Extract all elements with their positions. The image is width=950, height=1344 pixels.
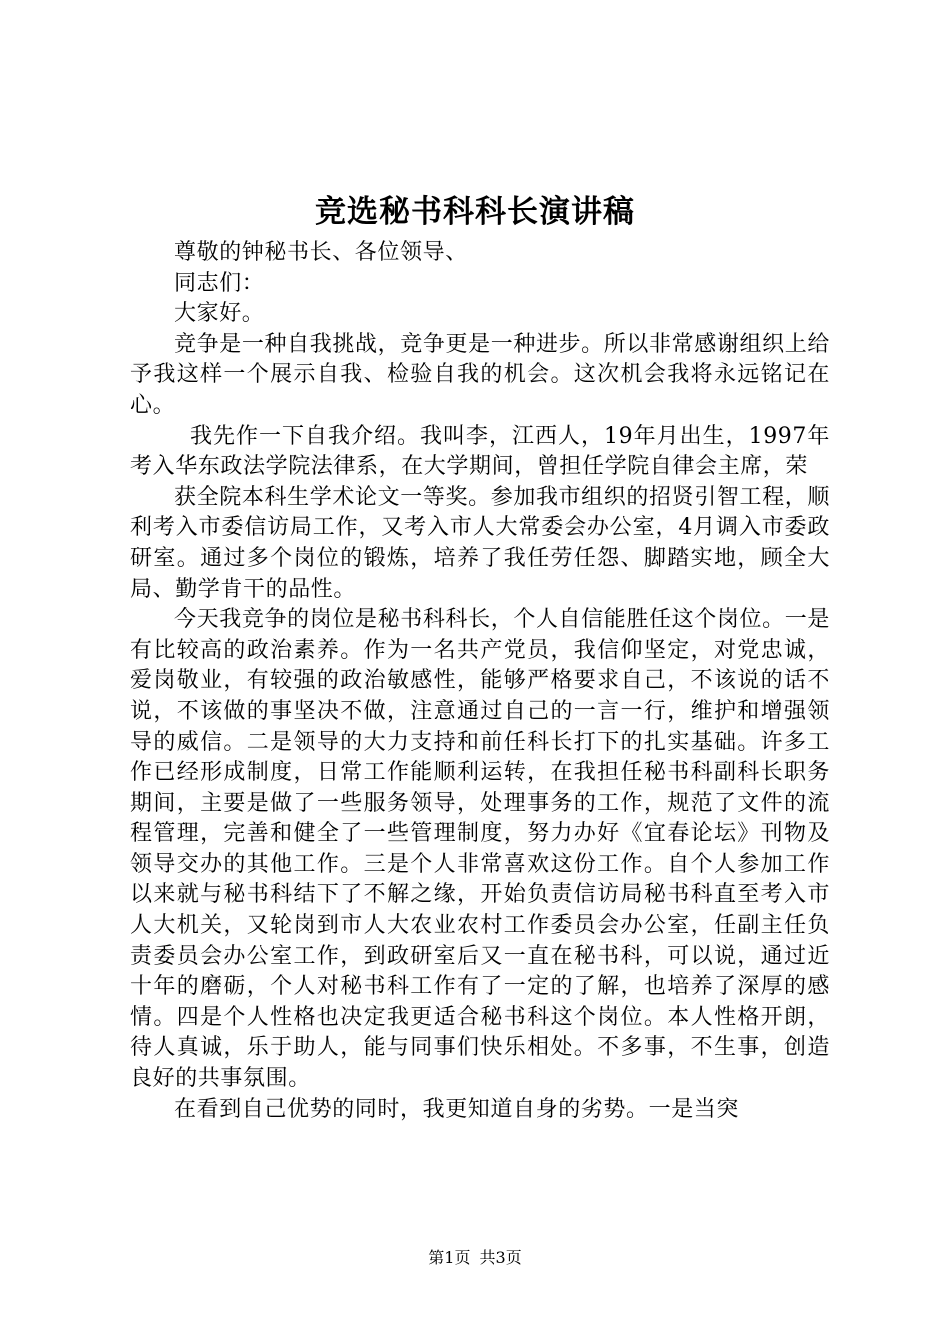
body-paragraph: 在看到自己优势的同时，我更知道自身的劣势。一是当突 [174, 1096, 740, 1122]
body-paragraph: 今天我竞争的岗位是秘书科科长，个人自信能胜任这个岗位。一是有比较高的政治素养。作为一名共产党员，我信仰坚定，对党忠诚，爱岗敬业，有较强的政治敏感性，能够严格要求自己，不该说的话不说，不该做的事坚决不做，注意通过自己的一言一行，维护和增强领导的威信。二是领导的大力支持和前任科长打下的扎实基础。许多工作已经形成制度，日常工作能顺利运转，在我担任秘书科副科长职务期间，主要是做了一些服务领导，处理事务的工作，规范了文件的流程管理，完善和健全了一些管理制度，努力办好《宜春论坛》刊物及领导交办的其他工作。三是个人非常喜欢这份工作。自个人参加工作以来就与秘书科结下了不解之缘，开始负责信访局秘书科直至考入市人大机关，又轮岗到市人大农业农村工作委员会办公室，任副主任负责委员会办公室工作，到政研室后又一直在秘书科，可以说，通过近十年的磨砺，个人对秘书科工作有了一定的了解，也培养了深厚的感情。四是个人性格也决定我更适合秘书科这个岗位。本人性格开朗，待人真诚，乐于助人，能与同事们快乐相处。不多事，不生事，创造良好的共事氛围。 [130, 607, 830, 1092]
page-footer [0, 1245, 950, 1268]
body-paragraph: 获全院本科生学术论文一等奖。参加我市组织的招贤引智工程，顺利考入市委信访局工作，又考入市人大常委会办公室，4月调入市委政研室。通过多个岗位的锻炼，培养了我任劳任怨、脚踏实地，顾全大局、勤学肯干的品性。 [130, 484, 830, 602]
greeting-line: 大家好。 [174, 301, 265, 327]
document-title: 竞选秘书科科长演讲稿 [315, 194, 635, 230]
page-total: 共3页 [479, 1248, 522, 1267]
document-body [130, 238, 830, 1125]
body-paragraph: 我先作一下自我介绍。我叫李，江西人，19年月出生，1997年考入华东政法学院法律系，在大学期间，曾担任学院自律会主席，荣 [130, 423, 830, 480]
page-number: 第1页 [428, 1248, 471, 1267]
salutation-line: 尊敬的钟秘书长、各位领导、 [174, 240, 468, 265]
body-paragraph: 竞争是一种自我挑战，竞争更是一种进步。所以非常感谢组织上给予我这样一个展示自我、检验自我的机会。这次机会我将永远铭记在心。 [130, 331, 830, 418]
salutation-line: 同志们： [174, 270, 265, 296]
